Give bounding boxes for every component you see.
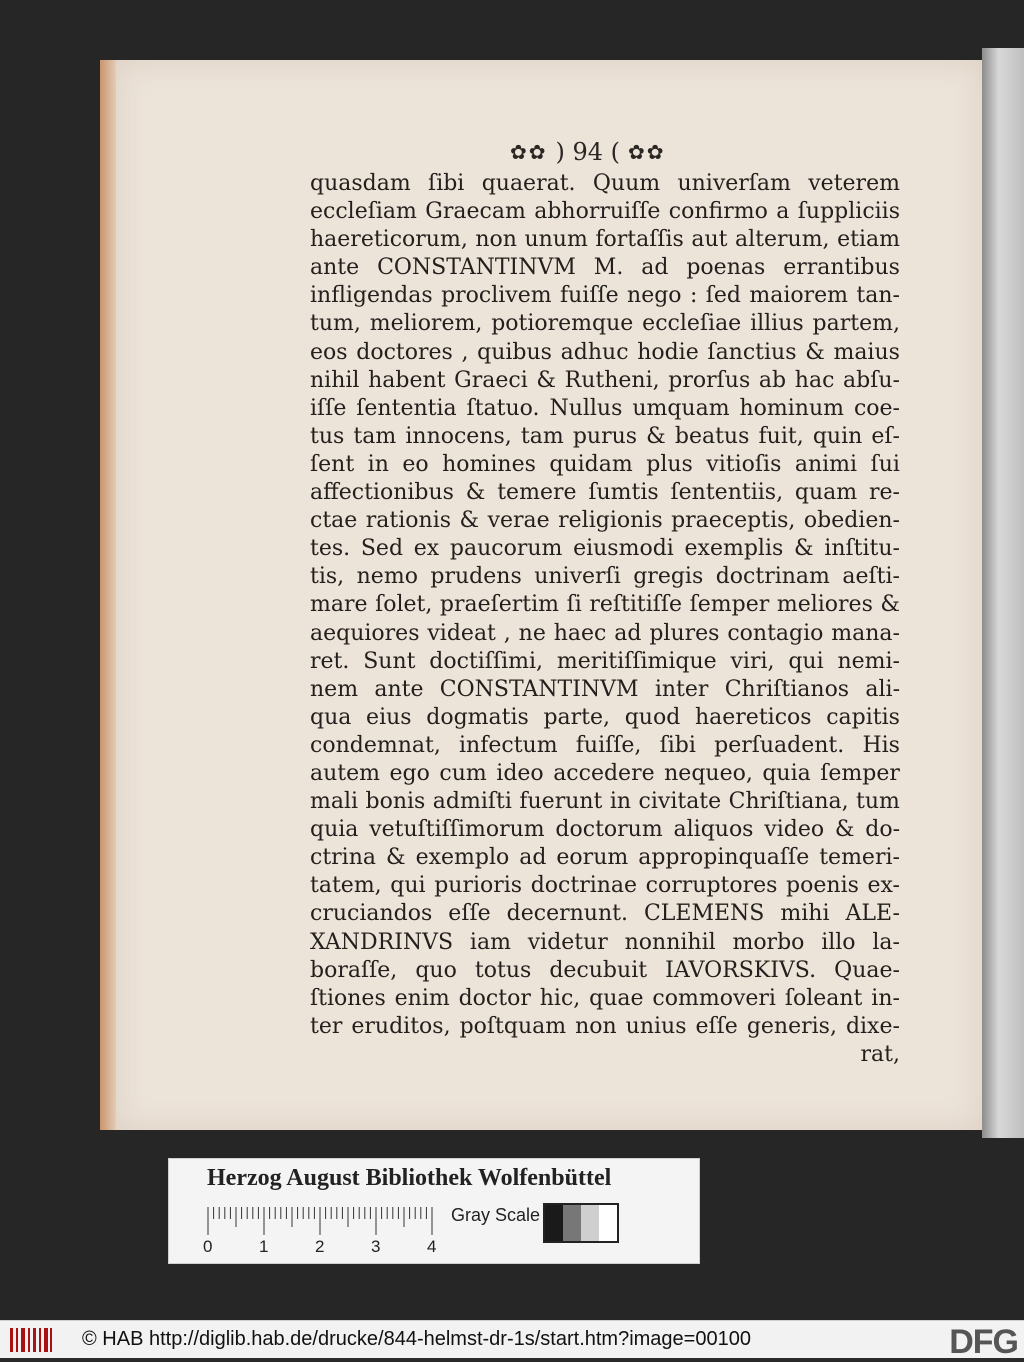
word: &	[794, 536, 814, 562]
word: His	[862, 732, 900, 758]
word: hac	[794, 367, 835, 393]
word: quaerat.	[481, 171, 576, 196]
word: Rutheni,	[564, 367, 660, 393]
word: morbo	[732, 929, 805, 955]
catchword-line	[310, 1041, 900, 1069]
text-line	[310, 395, 900, 423]
word: eſſe	[448, 901, 491, 927]
text-line	[310, 1013, 900, 1041]
word: abhorruiſſe	[534, 199, 661, 225]
word: doctiſſimi,	[429, 648, 544, 674]
word: quia	[762, 760, 811, 786]
word: ſibi	[428, 171, 465, 196]
word: eſſe	[695, 1013, 738, 1039]
word: eos	[310, 339, 348, 365]
word: poenis	[786, 873, 859, 899]
word: qua	[310, 704, 352, 730]
word: ,	[503, 620, 511, 646]
text-line	[310, 872, 900, 900]
word: errantibus	[783, 255, 900, 281]
word: eccleſiae	[642, 311, 742, 337]
text-line	[310, 282, 900, 310]
word: potioremque	[491, 311, 634, 337]
word: temere	[497, 480, 577, 506]
word: alterum,	[735, 227, 830, 253]
ornament-right-icon: ✿✿	[628, 140, 666, 164]
word: doctor	[458, 985, 531, 1011]
text-line	[310, 226, 900, 254]
word: ALE-	[845, 901, 900, 927]
word: ad	[641, 255, 669, 281]
word: &	[646, 423, 666, 449]
word: ſtatuo.	[466, 395, 540, 421]
word: maius	[833, 339, 900, 365]
word: nihil	[310, 367, 360, 393]
word: ſententia	[356, 395, 457, 421]
text-line	[310, 254, 900, 282]
word: capitis	[826, 704, 900, 730]
word: ante	[374, 676, 424, 702]
word: ſoleant	[784, 985, 863, 1011]
text-line	[310, 704, 900, 732]
word: &	[834, 817, 855, 843]
word: vitioſis	[706, 451, 782, 477]
word: &	[459, 508, 480, 534]
word: tan-	[856, 283, 900, 309]
word: civitate	[638, 789, 722, 815]
word: purioris	[434, 873, 523, 899]
text-line	[310, 844, 900, 872]
word: Chriſtiana,	[728, 789, 849, 815]
word: hominum	[739, 395, 845, 421]
barcode-icon	[8, 1326, 54, 1354]
word: fuerunt	[519, 789, 603, 815]
word: purus	[572, 423, 638, 449]
word: Graeci	[454, 367, 528, 393]
word: autem	[310, 760, 381, 786]
text-line	[310, 760, 900, 788]
word: Sed	[360, 536, 404, 562]
word: videat	[427, 620, 496, 646]
word: eruditos,	[351, 1013, 451, 1039]
word: parte,	[543, 704, 611, 730]
word: totus	[474, 957, 532, 983]
text-line	[310, 310, 900, 338]
word: ſanctius	[707, 339, 797, 365]
word: eſ-	[871, 423, 900, 449]
color-calibration-card	[168, 1158, 700, 1264]
text-line	[310, 451, 900, 479]
word: Chriſtianos	[724, 676, 850, 702]
word: commoveri	[652, 985, 776, 1011]
text-line	[310, 591, 900, 619]
ruler-number: 4	[427, 1237, 437, 1256]
word: ab	[758, 367, 787, 393]
word: aeſti-	[842, 564, 900, 590]
text-line	[310, 479, 900, 507]
word: vetuſtiſſimorum	[369, 817, 545, 843]
text-line	[310, 676, 900, 704]
word: quin	[812, 423, 863, 449]
word: doctores	[356, 339, 453, 365]
word: mali	[310, 789, 359, 815]
word: paucorum	[449, 536, 563, 562]
word: videtur	[527, 929, 608, 955]
word: univerſi	[534, 564, 621, 590]
word: ex-	[867, 873, 900, 899]
word: cum	[439, 760, 487, 786]
word: reſtitiſſe	[589, 592, 683, 618]
word: ctrina	[310, 845, 376, 871]
word: CLEMENS	[643, 901, 765, 927]
word: exemplo	[415, 845, 510, 871]
word: doctorum	[555, 817, 663, 843]
word: non	[475, 227, 517, 253]
word: eorum	[556, 845, 629, 871]
page-number: ) 94 (	[555, 138, 621, 166]
word: :	[689, 283, 698, 309]
word: univerſam	[677, 171, 791, 196]
word: habent	[368, 367, 446, 393]
word: CONSTANTINVM	[439, 676, 639, 702]
word: proclivem	[441, 283, 552, 309]
word: dixe-	[845, 1013, 900, 1039]
word: infligendas	[310, 283, 433, 309]
word: fuit,	[758, 423, 804, 449]
word: video	[764, 817, 825, 843]
word: nonnihil	[624, 929, 716, 955]
word: &	[536, 367, 557, 393]
word: in	[367, 451, 389, 477]
word: prudens	[430, 564, 522, 590]
word: infectum	[459, 732, 558, 758]
word: iam	[469, 929, 511, 955]
word: XANDRINVS	[310, 929, 454, 955]
word: ſolet,	[375, 592, 433, 618]
word: tus	[310, 423, 345, 449]
word: &	[805, 339, 825, 365]
word: aut	[691, 227, 728, 253]
word: in	[609, 789, 632, 815]
word: umquam	[632, 395, 730, 421]
word: prorſus	[668, 367, 751, 393]
right-page-edge	[982, 48, 1024, 1138]
word: re-	[868, 480, 900, 506]
word: accedere	[553, 760, 655, 786]
text-line	[310, 648, 900, 676]
word: ter	[310, 1013, 343, 1039]
word: ſuppliciis	[797, 199, 900, 225]
word: meliores	[776, 592, 873, 618]
word: haereticorum,	[310, 227, 468, 253]
word: contagio	[727, 620, 824, 646]
word: abſu-	[843, 367, 900, 393]
word: Quae-	[834, 957, 900, 983]
word: quae	[589, 985, 644, 1011]
word: homines	[442, 451, 536, 477]
ruler-number: 0	[203, 1237, 213, 1256]
word: illo	[821, 929, 856, 955]
word: inſtitu-	[824, 536, 900, 562]
word: gregis	[633, 564, 704, 590]
word: ſemper	[689, 592, 770, 618]
ruler-number: 3	[371, 1237, 381, 1256]
ruler-number: 1	[259, 1237, 269, 1256]
text-line	[310, 620, 900, 648]
word: affectionibus	[310, 480, 454, 506]
text-line	[310, 929, 900, 957]
word: &	[465, 480, 486, 506]
word: mana-	[831, 620, 900, 646]
word: non	[575, 1013, 617, 1039]
word: tum	[856, 789, 900, 815]
word: ad	[614, 620, 642, 646]
word: ſtiones	[310, 985, 386, 1011]
text-line	[310, 170, 900, 198]
word: in-	[871, 985, 900, 1011]
word: quam	[794, 480, 858, 506]
word: ſent	[310, 451, 355, 477]
word: ſi	[566, 592, 582, 618]
word: ego	[389, 760, 430, 786]
word: eo	[402, 451, 429, 477]
word: decubuit	[549, 957, 648, 983]
word: quo	[415, 957, 457, 983]
word: haereticos	[694, 704, 812, 730]
text-line	[310, 957, 900, 985]
word: poenas	[686, 255, 766, 281]
word: cruciandos	[310, 901, 433, 927]
word: eccleſiam	[310, 199, 417, 225]
ruler-number: 2	[315, 1237, 325, 1256]
word: ex	[413, 536, 440, 562]
word: tes.	[310, 536, 351, 562]
gray-swatch	[599, 1205, 617, 1241]
word: eiusmodi	[573, 536, 674, 562]
word: a	[776, 199, 790, 225]
word: ſemper	[820, 760, 900, 786]
word: eius	[366, 704, 412, 730]
word: fortaſſis	[595, 227, 684, 253]
word: viri,	[730, 648, 775, 674]
text-line	[310, 198, 900, 226]
word: plus	[646, 451, 693, 477]
card-title: Herzog August Bibliothek Wolfenbüttel	[207, 1165, 612, 1191]
word: admiſti	[432, 789, 512, 815]
text-line	[310, 900, 900, 928]
word: condemnat,	[310, 732, 441, 758]
word: perſuadent.	[714, 732, 845, 758]
word: fuiſſe	[560, 283, 619, 309]
word: Nullus	[549, 395, 623, 421]
word: M.	[593, 255, 624, 281]
text-line	[310, 816, 900, 844]
word: &	[880, 592, 900, 618]
word: confirmo	[668, 199, 768, 225]
ruler-scale	[207, 1207, 437, 1235]
word: praeceptis,	[671, 508, 796, 534]
word: dogmatis	[426, 704, 529, 730]
word: generis,	[746, 1013, 837, 1039]
gray-swatch	[581, 1205, 599, 1241]
word: temeri-	[819, 845, 900, 871]
word: religionis	[558, 508, 663, 534]
word: illius	[750, 311, 804, 337]
word: plures	[649, 620, 720, 646]
word: innocens,	[405, 423, 512, 449]
word: coe-	[853, 395, 900, 421]
word: quia	[310, 817, 359, 843]
word: iſſe	[310, 395, 347, 421]
text-line	[310, 507, 900, 535]
word: verae	[487, 508, 550, 534]
word: ſed	[705, 283, 741, 309]
word: poſtquam	[459, 1013, 567, 1039]
word: nemo	[356, 564, 418, 590]
dfg-logo: DFG	[949, 1323, 1018, 1361]
word: ret.	[310, 648, 350, 674]
text-line	[310, 732, 900, 760]
word: mihi	[780, 901, 830, 927]
text-line	[310, 788, 900, 816]
word: maiorem	[749, 283, 849, 309]
word: animi	[794, 451, 858, 477]
word: obedien-	[803, 508, 900, 534]
word: qui	[390, 873, 426, 899]
footer-bar	[0, 1320, 1024, 1361]
word: tum,	[310, 311, 361, 337]
text-line	[310, 339, 900, 367]
gray-scale-label: Gray Scale	[451, 1205, 541, 1225]
word: qui	[788, 648, 824, 674]
word: ali-	[865, 676, 900, 702]
word: exemplis	[684, 536, 784, 562]
word: praeſertim	[439, 592, 560, 618]
word: inter	[654, 676, 709, 702]
word: Graecam	[425, 199, 526, 225]
word: &	[385, 845, 406, 871]
word: hic,	[539, 985, 581, 1011]
gray-swatch	[545, 1205, 563, 1241]
word: rationis	[365, 508, 452, 534]
word: aliquos	[673, 817, 754, 843]
page-header	[510, 135, 710, 169]
word: meliorem,	[369, 311, 483, 337]
word: ſumtis	[588, 480, 659, 506]
word: unius	[625, 1013, 687, 1039]
word: enim	[394, 985, 450, 1011]
word: fuiſſe,	[575, 732, 642, 758]
word: tis,	[310, 564, 345, 590]
word: adhuc	[560, 339, 629, 365]
text-line	[310, 985, 900, 1013]
word: decernunt.	[506, 901, 628, 927]
word: ſententiis,	[670, 480, 784, 506]
word: partem,	[812, 311, 900, 337]
word: mare	[310, 592, 368, 618]
word: nequeo,	[664, 760, 753, 786]
word: tam	[520, 423, 564, 449]
word: ideo	[496, 760, 544, 786]
word: veterem	[808, 171, 900, 196]
word: Quum	[592, 171, 661, 196]
word: appropinquaſſe	[638, 845, 810, 871]
word: bonis	[365, 789, 426, 815]
word: quidam	[549, 451, 633, 477]
word: etiam	[837, 227, 900, 253]
word: ne	[518, 620, 546, 646]
ornament-left-icon: ✿✿	[510, 140, 548, 164]
word: boraſſe,	[310, 957, 398, 983]
text-line	[310, 535, 900, 563]
word: ſui	[870, 451, 900, 477]
word: doctrinae	[530, 873, 638, 899]
gray-scale-swatches	[543, 1203, 619, 1243]
word: CONSTANTINVM	[377, 255, 576, 281]
body-text	[310, 170, 900, 1069]
text-line	[310, 563, 900, 591]
word: IAVORSKIVS.	[665, 957, 817, 983]
footer-copyright-link[interactable]: © HAB http://diglib.hab.de/drucke/844-helmst-dr-1s/start.htm?image=00100	[82, 1328, 751, 1350]
word: beatus	[674, 423, 750, 449]
catchword: rat,	[860, 1041, 900, 1067]
word: tatem,	[310, 873, 382, 899]
word: ad	[519, 845, 547, 871]
word: corruptores	[645, 873, 778, 899]
word: haec	[553, 620, 607, 646]
word: la-	[872, 929, 900, 955]
word: ,	[461, 339, 469, 365]
word: ctae	[310, 508, 358, 534]
word: meritiſſimique	[556, 648, 717, 674]
word: aequiores	[310, 620, 420, 646]
word: unum	[524, 227, 588, 253]
word: tam	[353, 423, 397, 449]
word: nego	[627, 283, 682, 309]
text-line	[310, 423, 900, 451]
word: nem	[310, 676, 359, 702]
word: nemi-	[837, 648, 900, 674]
word: doctrinam	[715, 564, 830, 590]
gray-swatch	[563, 1205, 581, 1241]
word: Sunt	[363, 648, 416, 674]
word: ante	[310, 255, 360, 281]
word: quasdam	[310, 171, 411, 196]
word: ſibi	[659, 732, 696, 758]
word: quibus	[477, 339, 552, 365]
word: hodie	[637, 339, 699, 365]
word: do-	[865, 817, 900, 843]
text-line	[310, 367, 900, 395]
word: quod	[624, 704, 681, 730]
